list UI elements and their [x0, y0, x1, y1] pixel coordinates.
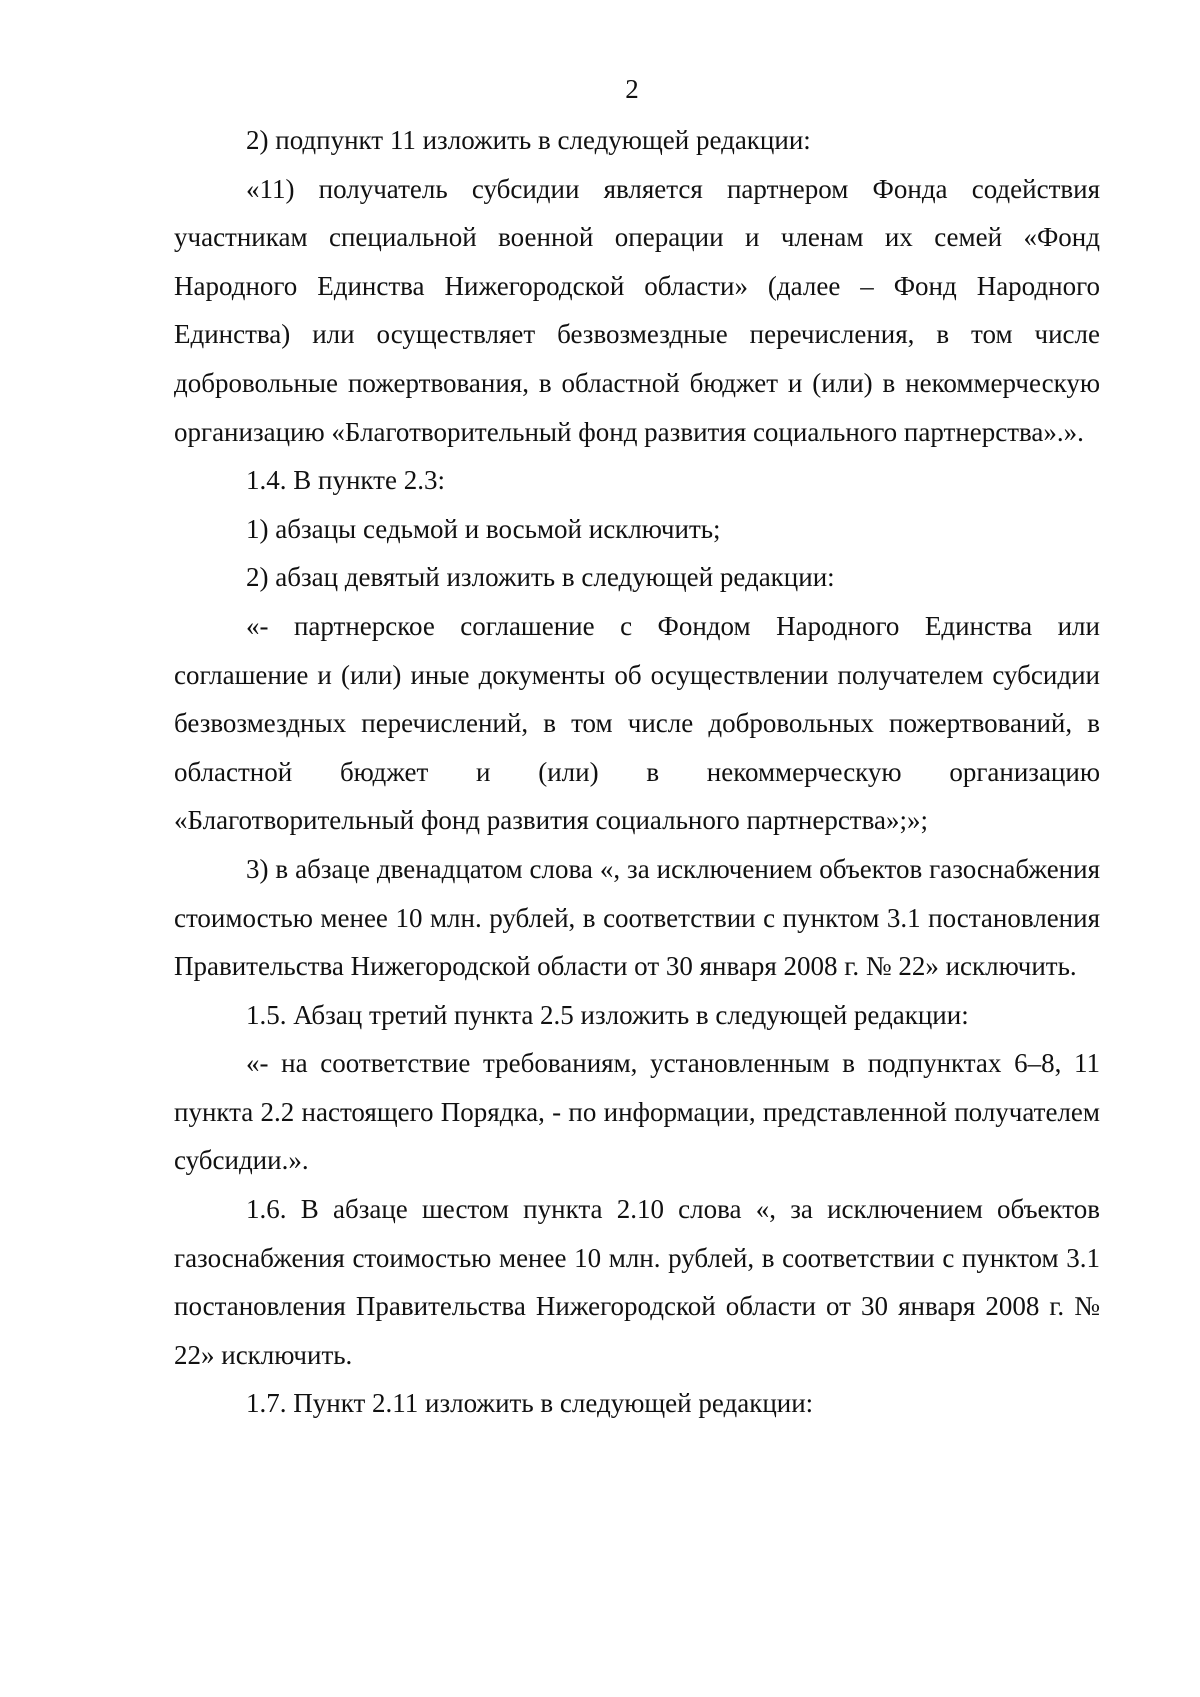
paragraph-clause-1-4-item-3: 3) в абзаце двенадцатом слова «, за исключением объектов газоснабжения стоимостью менее 10 млн. рублей, в соответствии с пунктом 3.1 постановления Правительства Нижегородской области от 30 января 2008 г. № 22» исключить. [174, 853, 1100, 982]
paragraph-subpoint-11-text: «11) получатель субсидии является партнером Фонда содействия участникам специальной военной операции и членам их семей «Фонд Народного Единства Нижегородской области» (далее – Фонд Народного Единства) или осуществляет безвозмездные перечисления, в том числе добровольные пожертвования, в областной бюджет и (или) в некоммерческую организацию «Благотворительный фонд развития социального партнерства».». [174, 173, 1100, 447]
paragraph-subpoint-11-intro: 2) подпункт 11 изложить в следующей редакции: [246, 125, 811, 155]
paragraph-partnership-agreement: «- партнерское соглашение с Фондом Народного Единства или соглашение и (или) иные документы об осуществлении получателем субсидии безвозмездных перечислений, в том числе добровольных пожертвований, в областной бюджет и (или) в некоммерческую организацию «Благотворительный фонд развития социального партнерства»;»; [174, 610, 1100, 836]
paragraph-clause-1-4: 1.4. В пункте 2.3: [246, 465, 445, 496]
paragraph-clause-1-4-item-2: 2) абзац девятый изложить в следующей редакции: [246, 562, 835, 593]
paragraph-clause-1-6: 1.6. В абзаце шестом пункта 2.10 слова «, за исключением объектов газоснабжения стоимостью менее 10 млн. рублей, в соответствии с пунктом 3.1 постановления Правительства Нижегородской области от 30 января 2008 г. № 22» исключить. [174, 1194, 1100, 1370]
paragraph-clause-1-5-text: «- на соответствие требованиям, установленным в подпунктах 6–8, 11 пункта 2.2 настоящего Порядка, - по информации, представленной получателем субсидии.». [174, 1048, 1100, 1176]
page-number: 2 [625, 74, 639, 104]
paragraph-clause-1-5: 1.5. Абзац третий пункта 2.5 изложить в следующей редакции: [246, 999, 969, 1030]
document-body [174, 116, 1100, 1428]
paragraph-clause-1-7: 1.7. Пункт 2.11 изложить в следующей редакции: [246, 1388, 814, 1419]
paragraph-clause-1-4-item-1: 1) абзацы седьмой и восьмой исключить; [246, 513, 721, 544]
